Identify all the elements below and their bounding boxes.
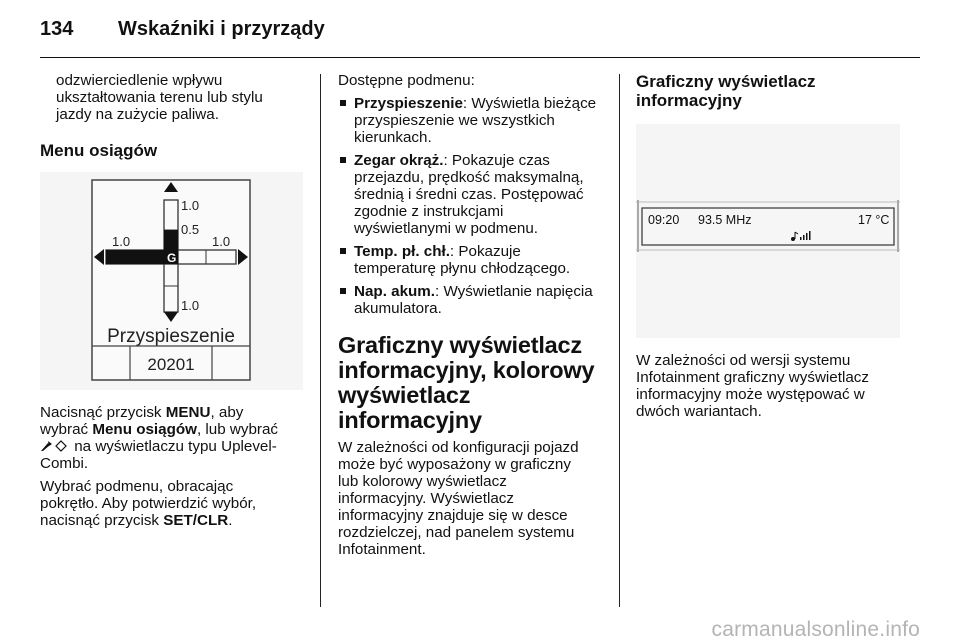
gauge-tools-icon bbox=[40, 440, 70, 452]
column-divider bbox=[320, 74, 321, 607]
display-screen bbox=[642, 208, 894, 245]
menu-heading: Menu osiągów bbox=[40, 141, 158, 160]
intro-line: ukształtowania terenu lub stylu bbox=[56, 89, 263, 106]
header-rule bbox=[40, 57, 920, 58]
right-value: 1.0 bbox=[212, 234, 231, 249]
bullet-item: Nap. akum.: Wyświetlanie napięcia akumulatora. bbox=[338, 283, 608, 317]
watermark[interactable]: carmanualsonline.info bbox=[711, 618, 920, 641]
column-divider bbox=[619, 74, 620, 607]
display-temperature: 17 °C bbox=[858, 213, 890, 227]
bullet-square-icon bbox=[340, 248, 346, 254]
figure-caption: Przyspieszenie bbox=[107, 326, 235, 347]
bullet-square-icon bbox=[340, 100, 346, 106]
bottom-value: 1.0 bbox=[181, 298, 200, 313]
section-heading: Graficzny wyświetlacz informacyjny, kolorowy wyświetlacz informacyjny bbox=[338, 332, 595, 433]
column-left bbox=[40, 72, 308, 529]
page-number: 134 bbox=[40, 18, 74, 40]
display-paragraph: W zależności od wersji systemu Infotainment graficzny wyświetlacz informacyjny może występować w dwóch wariantach. bbox=[636, 352, 869, 420]
display-frequency: 93.5 MHz bbox=[698, 213, 752, 227]
bullet-item: Temp. pł. chł.: Pokazuje temperaturę płynu chłodzącego. bbox=[338, 243, 608, 277]
display-heading: Graficzny wyświetlacz informacyjny bbox=[636, 72, 816, 110]
performance-menu-figure bbox=[40, 172, 303, 390]
intro-line: jazdy na zużycie paliwa. bbox=[56, 106, 219, 123]
column-right bbox=[636, 72, 921, 420]
instruction-paragraph-1: Nacisnąć przycisk MENU, aby wybrać Menu osiągów, lub wybrać na wyświetlaczu typu Uplevel- Combi. bbox=[40, 404, 279, 472]
info-display-figure bbox=[636, 124, 900, 338]
intro-line: odzwierciedlenie wpływu bbox=[56, 72, 223, 89]
page-title: Wskaźniki i przyrządy bbox=[118, 18, 325, 40]
g-label: G bbox=[167, 251, 177, 265]
performance-menu-svg bbox=[40, 172, 303, 390]
display-frame bbox=[92, 180, 250, 380]
intro-paragraph bbox=[40, 72, 308, 123]
bullet-square-icon bbox=[340, 288, 346, 294]
bullet-item: Zegar okrąż.: Pokazuje czas przejazdu, prędkość maksymalną, średnią i średni czas. Postępować zgodnie z instrukcjami wyświetlanymi w podmenu. bbox=[338, 152, 608, 237]
figure-code: 20201 bbox=[147, 355, 195, 374]
mid-value: 0.5 bbox=[181, 222, 200, 237]
column-middle bbox=[338, 72, 608, 558]
submenu-intro: Dostępne podmenu: bbox=[338, 72, 475, 89]
bullet-square-icon bbox=[340, 157, 346, 163]
info-display-svg bbox=[636, 124, 900, 338]
page-header bbox=[40, 14, 920, 54]
left-value: 1.0 bbox=[112, 234, 131, 249]
top-value: 1.0 bbox=[181, 198, 200, 213]
instruction-paragraph-2: Wybrać podmenu, obracając pokrętło. Aby potwierdzić wybór, nacisnąć przycisk SET/CLR. bbox=[40, 478, 257, 529]
display-time: 09:20 bbox=[648, 213, 680, 227]
section-paragraph: W zależności od konfiguracji pojazd może być wyposażony w graficzny lub kolorowy wyświetlacz informacyjny. Wyświetlacz informacyjny znajduje się w desce rozdzielczej, nad panelem systemu Infotainment. bbox=[338, 439, 579, 558]
bullet-item: Przyspieszenie: Wyświetla bieżące przyspieszenie we wszystkich kierunkach. bbox=[338, 95, 608, 146]
